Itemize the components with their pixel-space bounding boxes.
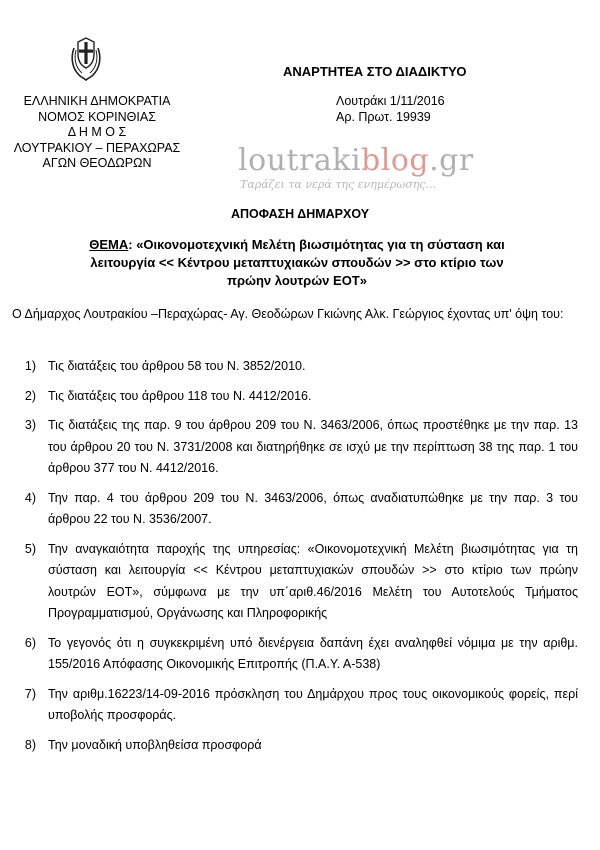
item-text: Το γεγονός ότι η συγκεκριμένη υπό διενέργεια δαπάνη έχει αναληφθεί νόμιμα με την αριθμ. 155/2016 Απόφασης Οικονομικής Επιτροπής (Π.Α.Υ. Α-538) — [48, 635, 578, 671]
greek-coat-of-arms-icon — [66, 36, 106, 82]
item-text: Τις διατάξεις του άρθρου 58 του Ν. 3852/2010. — [48, 359, 306, 373]
protocol-number: Αρ. Πρωτ. 19939 — [336, 109, 431, 124]
item-number: 2) — [24, 388, 36, 403]
watermark-name: loutrakiblog.gr — [238, 143, 474, 178]
publish-note: ΑΝΑΡΤΗΤΕΑ ΣΤΟ ΔΙΑΔΙΚΤΥΟ — [283, 64, 467, 79]
item-text: Τις διατάξεις του άρθρου 118 του Ν. 4412/2016. — [48, 388, 312, 403]
item-text: Τις διατάξεις της παρ. 9 του άρθρου 209 του Ν. 3463/2006, όπως προστέθηκε με την παρ. 13 του άρθρου 20 του Ν. 3731/2008 και διατηρήθηκε σε ισχύ με την περίπτωση 38 της παρ. 1 του άρθρου 377 του Ν. 4412/2016. — [48, 418, 578, 475]
intro-paragraph: Ο Δήμαρχος Λουτρακίου –Περαχώρας- Αγ. Θεοδώρων Γκιώνης Αλκ. Γεώργιος έχοντας υπ' όψη του: — [12, 307, 564, 321]
watermark-logo — [238, 144, 474, 191]
issuer-line: Δ Η Μ Ο Σ — [67, 125, 127, 139]
date-block — [336, 94, 445, 125]
issuer-line: ΑΓΩΝ ΘΕΟΔΩΡΩΝ — [42, 156, 152, 170]
item-text: Την αριθμ.16223/14-09-2016 πρόσκληση του Δημάρχου προς τους οικονομικούς φορείς, περί υποβολής προσφοράς. — [48, 686, 578, 722]
list-item — [12, 415, 578, 480]
list-item — [12, 633, 578, 676]
subject-label: ΘΕΜΑ — [89, 237, 129, 252]
subject-text: : «Οικονομοτεχνική Μελέτη βιωσιμότητας για τη σύσταση και λειτουργία << Κέντρου μεταπτυχιακών σπουδών >> στο κτίριο των πρώην λουτρών ΕΟΤ» — [90, 237, 505, 288]
item-text: Την παρ. 4 του άρθρου 209 του Ν. 3463/2006, όπως αναδιατυπώθηκε με την παρ. 3 του άρθρου 22 του Ν. 3536/2007. — [48, 490, 578, 526]
watermark-slogan: Ταράζει τα νερά της ενημέρωσης... — [240, 178, 437, 191]
subject — [68, 236, 526, 290]
list-item — [12, 356, 578, 378]
issuer-line: ΛΟΥΤΡΑΚΙΟΥ – ΠΕΡΑΧΩΡΑΣ — [13, 140, 181, 155]
item-text: Την μοναδική υποβληθείσα προσφορά — [48, 737, 262, 752]
issuer-line: ΕΛΛΗΝΙΚΗ ΔΗΜΟΚΡΑΤΙΑ — [23, 94, 171, 108]
list-item — [12, 488, 578, 531]
item-text: Την αναγκαιότητα παροχής της υπηρεσίας: «Οικονομοτεχνική Μελέτη βιωσιμότητας για τη σύσταση και λειτουργία << Κέντρου μεταπτυχιακών σπουδών >> στο κτίριο των πρώην λουτρών ΕΟΤ», σύμφωνα με την υπ΄αριθ.46/2016 Μελέτη του Αυτοτελούς Τμήματος Προγραμματισμού, Οργάνωσης και Πληροφορικής — [48, 541, 578, 620]
issuer-line: ΝΟΜΟΣ ΚΟΡΙΝΘΙΑΣ — [38, 109, 156, 124]
list-item — [12, 386, 578, 408]
document-title: ΑΠΟΦΑΣΗ ΔΗΜΑΡΧΟΥ — [230, 207, 370, 221]
item-number: 5) — [24, 541, 36, 556]
list-item — [12, 539, 578, 625]
list-item — [12, 684, 578, 727]
item-number: 6) — [24, 635, 36, 650]
item-number: 4) — [24, 490, 36, 505]
issuer-block — [12, 94, 182, 172]
item-number: 1) — [24, 359, 36, 373]
list-item — [12, 735, 578, 757]
item-number: 8) — [24, 737, 36, 752]
place-date: Λουτράκι 1/11/2016 — [336, 94, 445, 108]
considerations-list — [12, 356, 578, 764]
item-number: 7) — [24, 686, 36, 701]
item-number: 3) — [24, 418, 36, 432]
